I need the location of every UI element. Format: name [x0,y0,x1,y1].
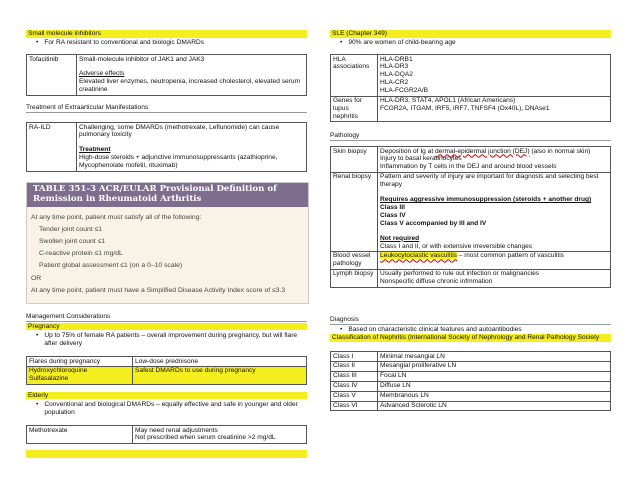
acr-table-title: TABLE 351-3 ACR/EULAR Provisional Definition of Remission in Rheumatoid Arthritis [27,183,308,207]
section-heading-management: Management Considerations [26,313,307,322]
list-item: • For RA resistant to conventional and biologic DMARDs [36,39,205,46]
table-cell: Hydroxychloroquine Sulfasalazine [27,366,133,384]
table-cell: Mesangial proliferative LN [378,361,611,371]
table-cell: Diffuse LN [378,381,611,391]
ra-ild-table [26,122,307,172]
list-item: • Conventional and biological DMARDs – equally effective and safe in younger and older population [36,401,298,416]
table-cell: Deposition of Ig at dermal-epidermal junction (DEJ) (also in normal skin) Injury to basal keratinocytes Inflammation by T cells in the DEJ and around blood vessels [378,147,611,173]
table-row [27,357,307,367]
section-heading-pathology: Pathology [330,132,611,141]
table-row [331,55,611,97]
section-heading-pregnancy: Pregnancy [26,323,307,330]
table-cell: Genes for lupus nephritis [331,96,378,122]
table-cell: Class I [331,352,378,362]
table-row [331,381,611,391]
table-cell: HLA-DRB1 HLA-DR3 HLA-DQA2 HLA-CR2 HLA-FCGR2A/B [378,55,611,97]
table-cell: Low-dose prednisone [133,357,307,367]
bullet-icon: • [340,39,343,46]
table-cell: Tofacitinib [27,55,77,96]
genetics-table [330,54,611,122]
table-cell: Lymph biopsy [331,269,378,287]
table-cell: Usually performed to rule out infection or malignancies Nonspecific diffuse chronic infmmation [378,269,611,287]
table-row [331,371,611,381]
bullet-icon: • [36,332,39,339]
section-heading-diagnosis: Diagnosis [330,316,611,325]
table-cell: Focal LN [378,371,611,381]
bullet-icon: • [36,39,39,46]
table-row [27,55,307,96]
table-cell: Blood vessel pathology [331,251,378,269]
highlight-band [26,450,307,458]
table-row [331,251,611,269]
small-molecule-section [26,30,307,47]
table-cell: Leukocytoclastic vasculitis – most common pattern of vasculitis [378,251,611,269]
table-row [331,361,611,371]
section-heading-extraarticular: Treatment of Extraarticular Manifestations [26,104,307,113]
table-cell: Pattern and severity of injury are important for diagnosis and selecting best therapy Requires aggressive immunosuppression (steroids + another drug) Class III Class IV Class V accompanied by III and IV Not required Class I and II, or with extensive irreversible changes [378,172,611,251]
table-cell: Class V [331,391,378,401]
bullet-icon: • [36,401,39,408]
section-heading-sle: SLE (Chapter 349) [330,30,611,38]
nephritis-classes-table [330,351,611,411]
table-cell: Advanced Sclerotic LN [378,401,611,411]
pathology-table [330,146,611,288]
classification-heading: Classification of Nephritis (International Society of Nephrology and Renal Pathology Society [330,334,611,342]
table-row [331,96,611,122]
table-cell: HLA-DR3, STAT4, APOL1 (African Americans) FCGR2A, ITGAM, IRF5, IRF7, TNFSF4 (Ox40L), DNAse1 [378,96,611,122]
table-row [27,426,307,444]
bullet-icon: • [340,326,343,333]
pregnancy-table [26,356,307,385]
table-row [331,269,611,287]
table-row [331,172,611,251]
table-cell: Renal biopsy [331,172,378,251]
list-item: • 90% are women of child-bearing age [340,39,456,46]
table-cell: Membranous LN [378,391,611,401]
table-cell: Small-molecule inhibitor of JAK1 and JAK3 Adverse effects Elevated liver enzymes, neutropenia, increased cholesterol, elevated serum creatinine [77,55,307,96]
table-cell: Class IV [331,381,378,391]
table-row [331,391,611,401]
table-row [27,123,307,172]
section-heading-elderly: Elderly [26,392,307,399]
table-cell: Flares during pregnancy [27,357,133,367]
table-cell: RA-ILD [27,123,77,172]
table-row [27,366,307,384]
table-row [331,352,611,362]
list-item: • Up to 75% of female RA patients – overall improvement during pregnancy, but will flare after delivery [36,332,298,347]
table-cell: May need renal adjustments Not prescribed when serum creatinine >2 mg/dL [133,426,307,444]
methotrexate-table [26,425,307,444]
table-row [331,401,611,411]
table-cell: Methotrexate [27,426,133,444]
table-cell: HLA associations [331,55,378,97]
list-item: • Based on characteristic clinical features and autoantibodies [340,326,522,333]
table-cell: Class III [331,371,378,381]
table-cell: Class II [331,361,378,371]
section-heading-small-molecule: Small molecule inhibitors [26,30,307,38]
table-cell: Skin biopsy [331,147,378,173]
acr-table-body: At any time point, patient must satisfy all of the following: Tender joint count ≤1 Swollen joint count ≤1 C-reactive protein ≤1 mg/dL Patient global assessment ≤1 (on a 0–10 scale) OR At any time point, patient must have a Simplified Disease Activity Index score of ≤3.3 [31,213,286,294]
table-cell: Safest DMARDs to use during pregnancy [133,366,307,384]
acr-eular-remission-table [26,182,309,304]
table-cell: Challenging, some DMARDs (methotrexate, Leflunomide) can cause pulmonary toxicity Treatment High-dose steroids + adjunctive immunosuppressants (azathioprine, Mycophenolate mofetil, rituximab) [77,123,307,172]
table-cell: Class VI [331,401,378,411]
table-cell: Minimal mesangial LN [378,352,611,362]
tofacitinib-table [26,54,307,96]
table-row [331,147,611,173]
